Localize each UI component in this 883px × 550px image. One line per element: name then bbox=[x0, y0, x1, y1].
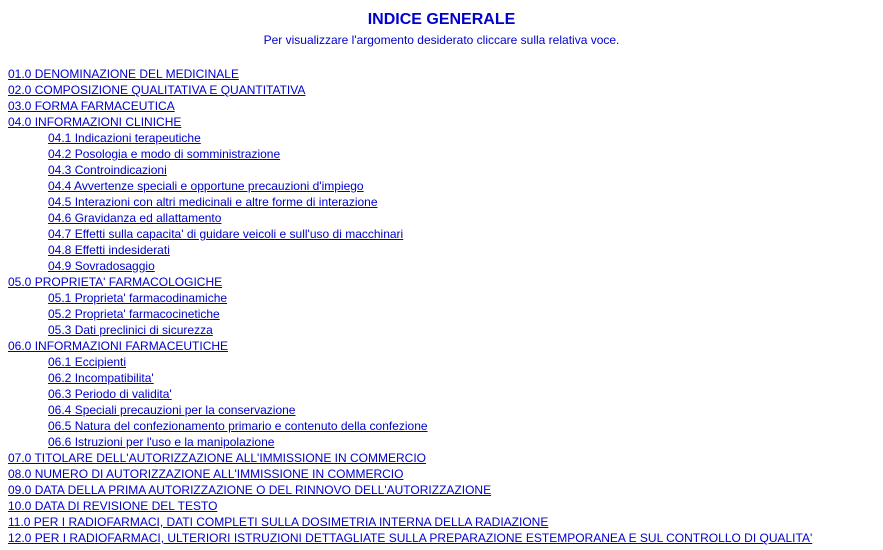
toc-section-item bbox=[8, 66, 883, 82]
toc-subsection-item bbox=[8, 146, 883, 162]
toc-section-item bbox=[8, 482, 883, 498]
toc-section-item bbox=[8, 514, 883, 530]
toc-section-link[interactable]: 03.0 FORMA FARMACEUTICA bbox=[8, 99, 175, 113]
toc-subsection-item bbox=[8, 194, 883, 210]
toc-section-item bbox=[8, 466, 883, 482]
toc-subsection-link[interactable]: 04.5 Interazioni con altri medicinali e altre forme di interazione bbox=[48, 195, 378, 209]
toc-subsection-item bbox=[8, 226, 883, 242]
toc-subsection-link[interactable]: 06.6 Istruzioni per l'uso e la manipolazione bbox=[48, 435, 275, 449]
toc-subsection-item bbox=[8, 210, 883, 226]
toc-section-link[interactable]: 05.0 PROPRIETA' FARMACOLOGICHE bbox=[8, 275, 223, 289]
toc-subsection-link[interactable]: 05.2 Proprieta' farmacocinetiche bbox=[48, 307, 220, 321]
toc-section-item bbox=[8, 498, 883, 514]
toc-subsection-link[interactable]: 04.2 Posologia e modo di somministrazione bbox=[48, 147, 281, 161]
toc-section-link[interactable]: 11.0 PER I RADIOFARMACI, DATI COMPLETI SULLA DOSIMETRIA INTERNA DELLA RADIAZIONE bbox=[8, 515, 549, 529]
toc-subsection-link[interactable]: 06.4 Speciali precauzioni per la conservazione bbox=[48, 403, 296, 417]
page-subtitle: Per visualizzare l'argomento desiderato cliccare sulla relativa voce. bbox=[263, 33, 620, 47]
toc-subsection-item bbox=[8, 434, 883, 450]
toc-subsection-item bbox=[8, 178, 883, 194]
toc-subsection-item bbox=[8, 354, 883, 370]
toc-section-link[interactable]: 01.0 DENOMINAZIONE DEL MEDICINALE bbox=[8, 67, 239, 81]
toc-subsection-item bbox=[8, 322, 883, 338]
toc-section-item bbox=[8, 274, 883, 290]
toc-section-link[interactable]: 08.0 NUMERO DI AUTORIZZAZIONE ALL'IMMISSIONE IN COMMERCIO bbox=[8, 467, 404, 481]
table-of-contents bbox=[8, 66, 883, 546]
toc-subsection-link[interactable]: 04.7 Effetti sulla capacita' di guidare veicoli e sull'uso di macchinari bbox=[48, 227, 404, 241]
toc-section-item bbox=[8, 450, 883, 466]
toc-subsection-item bbox=[8, 306, 883, 322]
toc-subsection-link[interactable]: 04.9 Sovradosaggio bbox=[48, 259, 155, 273]
toc-subsection-item bbox=[8, 258, 883, 274]
toc-subsection-link[interactable]: 04.6 Gravidanza ed allattamento bbox=[48, 211, 222, 225]
toc-subsection-link[interactable]: 04.3 Controindicazioni bbox=[48, 163, 167, 177]
page-title: INDICE GENERALE bbox=[367, 11, 516, 28]
toc-subsection-item bbox=[8, 386, 883, 402]
toc-subsection-item bbox=[8, 402, 883, 418]
toc-subsection-link[interactable]: 06.3 Periodo di validita' bbox=[48, 387, 172, 401]
toc-subsection-link[interactable]: 05.1 Proprieta' farmacodinamiche bbox=[48, 291, 228, 305]
toc-section-link[interactable]: 04.0 INFORMAZIONI CLINICHE bbox=[8, 115, 182, 129]
toc-subsection-item bbox=[8, 242, 883, 258]
toc-section-item bbox=[8, 98, 883, 114]
toc-section-item bbox=[8, 114, 883, 130]
toc-subsection-link[interactable]: 06.1 Eccipienti bbox=[48, 355, 127, 369]
toc-subsection-item bbox=[8, 162, 883, 178]
toc-section-item bbox=[8, 530, 883, 546]
toc-section-item bbox=[8, 338, 883, 354]
toc-subsection-link[interactable]: 04.1 Indicazioni terapeutiche bbox=[48, 131, 201, 145]
toc-subsection-link[interactable]: 06.2 Incompatibilita' bbox=[48, 371, 154, 385]
toc-subsection-link[interactable]: 04.8 Effetti indesiderati bbox=[48, 243, 170, 257]
toc-subsection-item bbox=[8, 418, 883, 434]
toc-subsection-link[interactable]: 04.4 Avvertenze speciali e opportune precauzioni d'impiego bbox=[48, 179, 364, 193]
toc-section-item bbox=[8, 82, 883, 98]
toc-section-link[interactable]: 07.0 TITOLARE DELL'AUTORIZZAZIONE ALL'IMMISSIONE IN COMMERCIO bbox=[8, 451, 427, 465]
toc-section-link[interactable]: 06.0 INFORMAZIONI FARMACEUTICHE bbox=[8, 339, 229, 353]
toc-subsection-item bbox=[8, 130, 883, 146]
toc-subsection-item bbox=[8, 290, 883, 306]
toc-section-link[interactable]: 09.0 DATA DELLA PRIMA AUTORIZZAZIONE O DEL RINNOVO DELL'AUTORIZZAZIONE bbox=[8, 483, 492, 497]
toc-section-link[interactable]: 12.0 PER I RADIOFARMACI, ULTERIORI ISTRUZIONI DETTAGLIATE SULLA PREPARAZIONE ESTEMPORANEA E SUL CONTROLLO DI QUALITA' bbox=[8, 531, 813, 545]
toc-subsection-item bbox=[8, 370, 883, 386]
toc-section-link[interactable]: 02.0 COMPOSIZIONE QUALITATIVA E QUANTITATIVA bbox=[8, 83, 306, 97]
toc-section-link[interactable]: 10.0 DATA DI REVISIONE DEL TESTO bbox=[8, 499, 218, 513]
toc-subsection-link[interactable]: 05.3 Dati preclinici di sicurezza bbox=[48, 323, 213, 337]
toc-subsection-link[interactable]: 06.5 Natura del confezionamento primario e contenuto della confezione bbox=[48, 419, 428, 433]
